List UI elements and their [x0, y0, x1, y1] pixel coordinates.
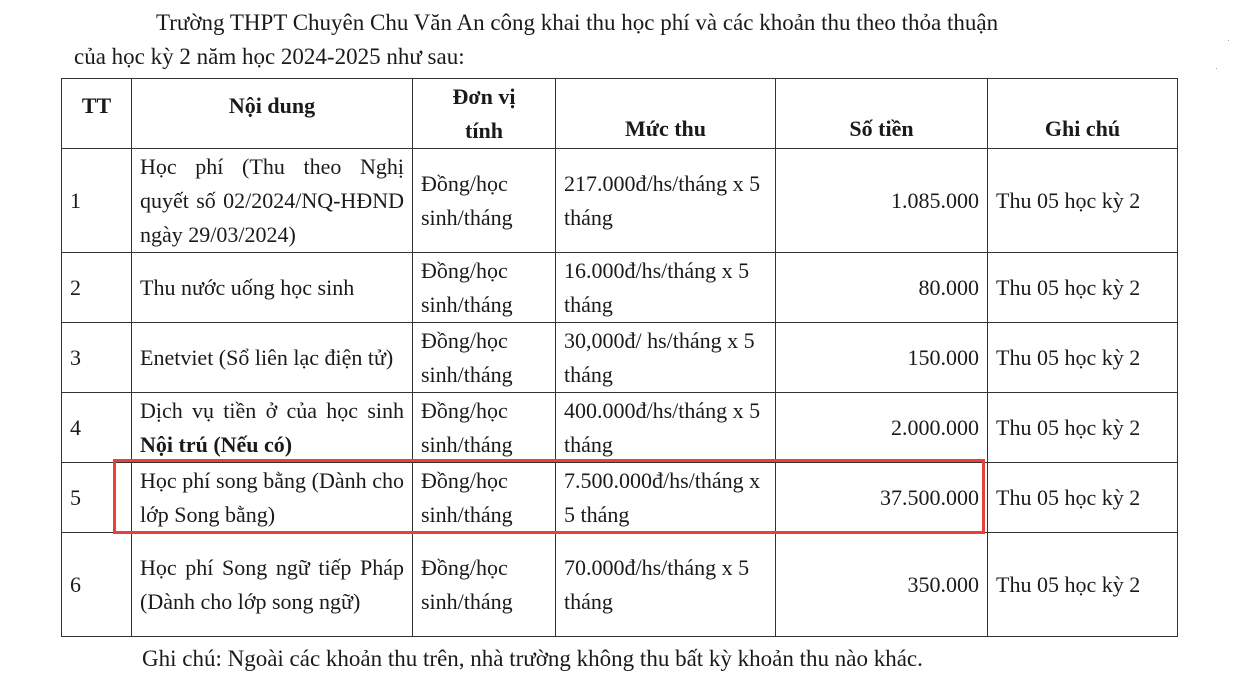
- header-muc-thu: Mức thu: [556, 79, 776, 149]
- cell-don-vi: Đồng/học sinh/tháng: [413, 323, 556, 393]
- footer-note: Ghi chú: Ngoài các khoản thu trên, nhà trường không thu bất kỳ khoản thu nào khác.: [142, 646, 923, 671]
- cell-ghi-chu: Thu 05 học kỳ 2: [988, 253, 1178, 323]
- header-so-tien: Số tiền: [776, 79, 988, 149]
- cell-so-tien: 1.085.000: [776, 149, 988, 253]
- cell-muc-thu: 217.000đ/hs/tháng x 5 tháng: [556, 149, 776, 253]
- row-5-highlight-box: [113, 459, 985, 534]
- cell-muc-thu: 70.000đ/hs/tháng x 5 tháng: [556, 533, 776, 637]
- fee-table: [61, 78, 1178, 637]
- cell-ghi-chu: Thu 05 học kỳ 2: [988, 323, 1178, 393]
- cell-tt: 6: [62, 533, 132, 637]
- cell-so-tien: 350.000: [776, 533, 988, 637]
- table-row: [62, 533, 1178, 637]
- cell-don-vi: Đồng/học sinh/tháng: [413, 393, 556, 463]
- cell-tt: 2: [62, 253, 132, 323]
- cell-muc-thu: 16.000đ/hs/tháng x 5 tháng: [556, 253, 776, 323]
- table-row: [62, 253, 1178, 323]
- cell-so-tien: 80.000: [776, 253, 988, 323]
- cell-ghi-chu: Thu 05 học kỳ 2: [988, 149, 1178, 253]
- header-don-vi-line1: Đơn vị: [452, 83, 516, 109]
- cell-muc-thu: 400.000đ/hs/tháng x 5 tháng: [556, 393, 776, 463]
- cell-so-tien: 150.000: [776, 323, 988, 393]
- cell-so-tien: 37.500.000: [776, 463, 988, 533]
- cell-don-vi: Đồng/học sinh/tháng: [413, 253, 556, 323]
- scan-speck: [1228, 40, 1229, 41]
- cell-ghi-chu: Thu 05 học kỳ 2: [988, 463, 1178, 533]
- header-ghi-chu: Ghi chú: [988, 79, 1178, 149]
- header-noi-dung: Nội dung: [132, 79, 413, 149]
- cell-tt: 5: [62, 463, 132, 533]
- cell-muc-thu: 30,000đ/ hs/tháng x 5 tháng: [556, 323, 776, 393]
- header-don-vi-line2: tính: [465, 117, 503, 143]
- cell-noi-dung: [132, 393, 413, 463]
- scan-speck: [1216, 68, 1217, 69]
- cell-noi-dung-bold: Nội trú (Nếu có): [140, 431, 293, 457]
- cell-so-tien: 2.000.000: [776, 393, 988, 463]
- cell-don-vi: Đồng/học sinh/tháng: [413, 533, 556, 637]
- header-don-vi: [413, 79, 556, 149]
- header-tt: TT: [62, 79, 132, 149]
- intro-line-1: Trường THPT Chuyên Chu Văn An công khai thu học phí và các khoản thu theo thỏa thuận: [156, 10, 999, 35]
- cell-tt: 3: [62, 323, 132, 393]
- cell-ghi-chu: Thu 05 học kỳ 2: [988, 533, 1178, 637]
- cell-noi-dung: Thu nước uống học sinh: [132, 253, 413, 323]
- intro-paragraph: [74, 6, 1194, 74]
- cell-don-vi: Đồng/học sinh/tháng: [413, 149, 556, 253]
- cell-noi-dung: Enetviet (Sổ liên lạc điện tử): [132, 323, 413, 393]
- cell-noi-dung-text: Dịch vụ tiền ở của học sinh: [140, 397, 404, 423]
- cell-noi-dung: Học phí Song ngữ tiếp Pháp (Dành cho lớp song ngữ): [132, 533, 413, 637]
- cell-noi-dung: Học phí (Thu theo Nghị quyết số 02/2024/NQ-HĐND ngày 29/03/2024): [132, 149, 413, 253]
- table-row: [62, 149, 1178, 253]
- cell-noi-dung: Học phí song bằng (Dành cho lớp Song bằng): [132, 463, 413, 533]
- cell-muc-thu: 7.500.000đ/hs/tháng x 5 tháng: [556, 463, 776, 533]
- cell-tt: 4: [62, 393, 132, 463]
- table-row: [62, 323, 1178, 393]
- table-row: [62, 393, 1178, 463]
- table-header-row: [62, 79, 1178, 149]
- intro-line-2: của học kỳ 2 năm học 2024-2025 như sau:: [74, 44, 465, 69]
- cell-ghi-chu: Thu 05 học kỳ 2: [988, 393, 1178, 463]
- cell-don-vi: Đồng/học sinh/tháng: [413, 463, 556, 533]
- cell-tt: 1: [62, 149, 132, 253]
